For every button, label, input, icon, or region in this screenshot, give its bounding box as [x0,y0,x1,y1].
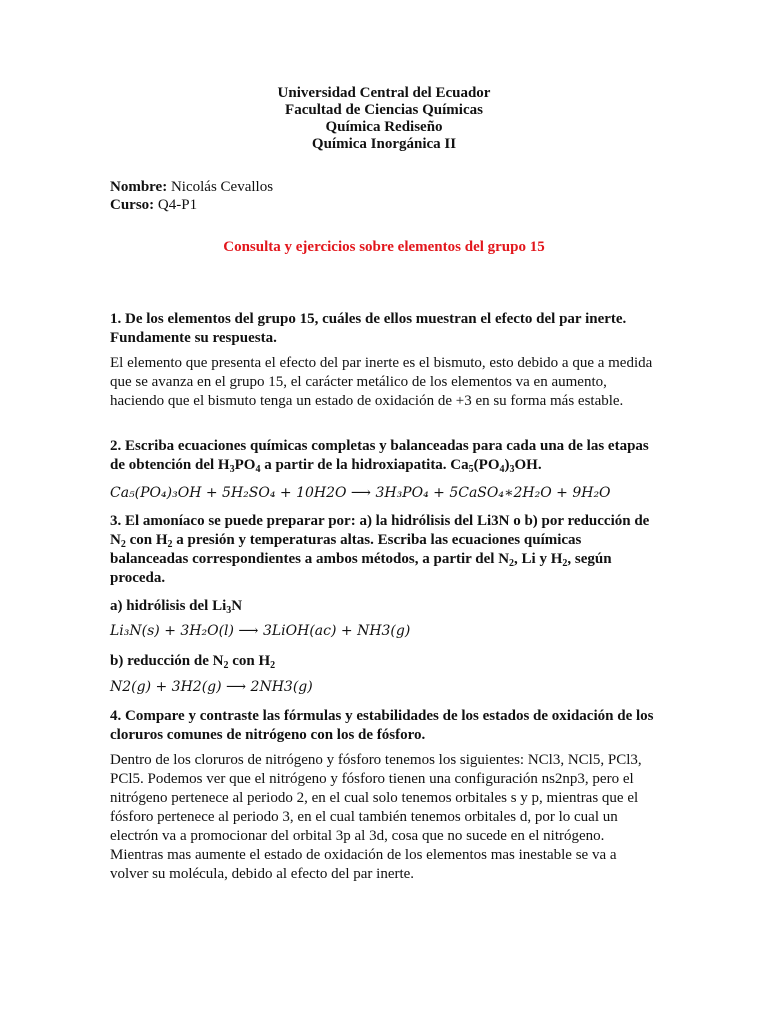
student-info [110,178,273,214]
course-row [110,196,273,214]
university-name: Universidad Central del Ecuador [277,85,491,101]
course-value: Q4-P1 [157,197,198,213]
program-name: Química Rediseño [325,119,443,135]
part-b-label: b) reducción de $N_2$ con $H_2$ [110,653,276,671]
equation-3a: Li₃N(s) + 3H₂O(l) ⟶ 3LiOH(ac) + NH3(g) [110,623,411,639]
name-label: Nombre: [110,179,168,195]
part-a-label: a) hidrólisis del $Li_3N$ [110,598,243,616]
question-2: 2. Escriba ecuaciones químicas completas y balanceadas para cada una de las etapas de obtención del $H_3PO_4$ a partir de la hidroxiapatita. $Ca_5(PO_4)_3OH$. [110,438,649,475]
question-1: 1. De los elementos del grupo 15, cuáles de ellos muestran el efecto del par inerte. Fundamente su respuesta. [110,311,627,346]
name-value: Nicolás Cevallos [170,179,274,195]
answer-1: El elemento que presenta el efecto del par inerte es el bismuto, esto debido a que a medida que se avanza en el grupo 15, el carácter metálico de los elementos va en aumento, haciendo que el bismuto tenga un estado de oxidación de +3 en su forma más estable. [110,355,653,409]
question-4: 4. Compare y contraste las fórmulas y estabilidades de los estados de oxidación de los cloruros comunes de nitrógeno con los de fósforo. [110,708,654,743]
course-name: Química Inorgánica II [311,136,457,152]
document-title: Consulta y ejercicios sobre elementos del grupo 15 [223,239,545,255]
name-row [110,178,273,196]
equation-2: Ca₅(PO₄)₃OH + 5H₂SO₄ + 10H2O ⟶ 3H₃PO₄ + 5CaSO₄∗2H₂O + 9H₂O [110,485,611,501]
faculty-name: Facultad de Ciencias Químicas [285,102,483,118]
document-header [0,85,768,153]
course-label: Curso: [110,197,155,213]
answer-4: Dentro de los cloruros de nitrógeno y fósforo tenemos los siguientes: NCl3, NCl5, PCl3, PCl5. Podemos ver que el nitrógeno y fósforo tienen una configuración ns2np3, pero el nitrógeno pertenece al periodo 2, en el cual solo tenemos orbitales s y p, mientras que el fósforo pertenece al periodo 3, en el cual también tenemos orbitales d, por lo cual un electrón va a promocionar del orbital 3p al 3d, cosa que no sucede en el nitrógeno. Mientras mas aumente el estado de oxidación de los elementos mas inestable se va a volver su molécula, debido al efecto del par inerte. [110,752,642,882]
question-3: 3. El amoníaco se puede preparar por: a) la hidrólisis del Li3N o b) por reducción de $N_2$ con $H_2$ a presión y temperaturas altas. Escriba las ecuaciones químicas balanceadas correspondientes a ambos métodos, a partir del $N_2$, Li y $H_2$, según proceda. [110,513,650,586]
equation-3b: N2(g) + 3H2(g) ⟶ 2NH3(g) [110,679,313,695]
